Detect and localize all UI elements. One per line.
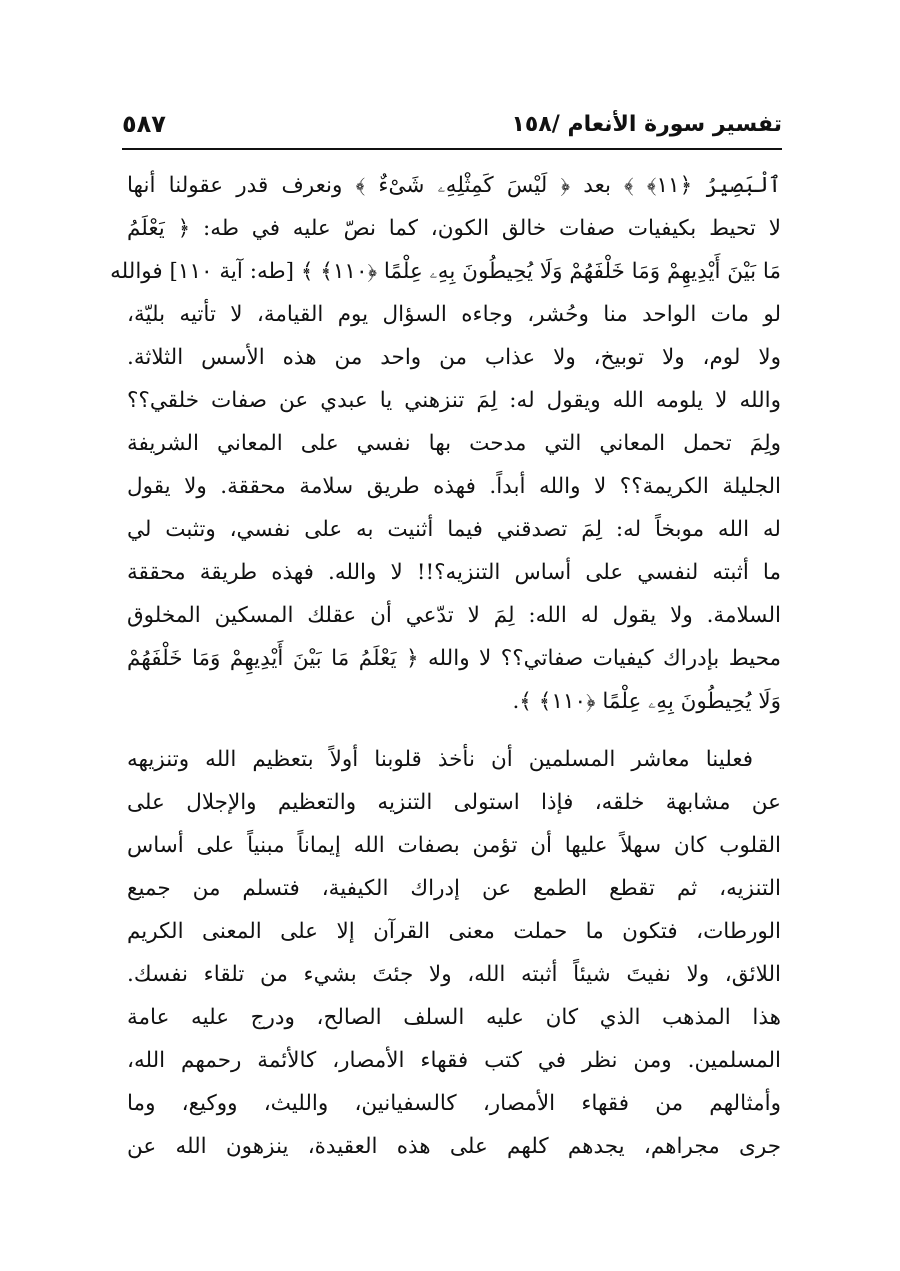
text-line: ولا لوم، ولا توبيخ، ولا عذاب من واحد من هذه الأسس الثلاثة.	[127, 345, 781, 370]
text-line: عن مشابهة خلقه، فإذا استولى التنزيه والتعظيم والإجلال على	[127, 790, 781, 815]
text-line: القلوب كان سهلاً عليها أن تؤمن بصفات الله إيماناً مبنياً على أساس	[127, 833, 781, 858]
running-title: تفسير سورة الأنعام /١٥٨	[511, 111, 782, 137]
text-line: مَا بَيْنَ أَيْدِيهِمْ وَمَا خَلْفَهُمْ وَلَا يُحِيطُونَ بِهِۦ عِلْمًا ﴿١١٠﴾ ﴾ [طه: آية ١١٠] فوالله	[110, 259, 781, 284]
text-line: الورطات، فتكون ما حملت معنى القرآن إلا على المعنى الكريم	[127, 919, 781, 944]
text-line: محيط بإدراك كيفيات صفاتي؟؟ لا والله ﴿ يَعْلَمُ مَا بَيْنَ أَيْدِيهِمْ وَمَا خَلْفَهُمْ	[127, 646, 781, 671]
text-line: ٱلْبَصِيرُ ﴿١١﴾ ﴾ بعد ﴿ لَيْسَ كَمِثْلِهِۦ شَىْءٌ ﴾ ونعرف قدر عقولنا أنها	[127, 173, 781, 198]
text-line: وَلَا يُحِيطُونَ بِهِۦ عِلْمًا ﴿١١٠﴾ ﴾.	[512, 689, 781, 714]
paragraph	[127, 738, 781, 1168]
text-line: والله لا يلومه الله ويقول له: لِمَ تنزهني يا عبدي عن صفات خلقي؟؟	[127, 388, 781, 413]
text-line: هذا المذهب الذي كان عليه السلف الصالح، ودرج عليه عامة	[127, 1005, 781, 1030]
text-line: الجليلة الكريمة؟؟ لا والله أبداً. فهذه طريق سلامة محققة. ولا يقول	[127, 474, 781, 499]
text-line: اللائق، ولا نفيتَ شيئاً أثبته الله، ولا جئتَ بشيء من تلقاء نفسك.	[127, 962, 781, 987]
text-line: جرى مجراهم، يجدهم كلهم على هذه العقيدة، ينزهون الله عن	[127, 1134, 781, 1159]
paragraph	[110, 164, 781, 723]
text-line: ولِمَ تحمل المعاني التي مدحت بها نفسي على المعاني الشريفة	[127, 431, 781, 456]
text-line: ما أثبته لنفسي على أساس التنزيه؟!! لا والله. فهذه طريقة محققة	[127, 560, 781, 585]
page-number: ٥٨٧	[122, 110, 166, 138]
text-line: لا تحيط بكيفيات صفات خالق الكون، كما نصّ عليه في طه: ﴿ يَعْلَمُ	[127, 216, 781, 241]
text-line: التنزيه، ثم تقطع الطمع عن إدراك الكيفية، فتسلم من جميع	[127, 876, 781, 901]
text-line: فعلينا معاشر المسلمين أن نأخذ قلوبنا أولاً بتعظيم الله وتنزيهه	[127, 747, 753, 772]
text-line: المسلمين. ومن نظر في كتب فقهاء الأمصار، كالأئمة رحمهم الله،	[127, 1048, 781, 1073]
text-line: لو مات الواحد منا وحُشر، وجاءه السؤال يوم القيامة، لا تأتيه بليّة،	[127, 302, 781, 327]
page-header	[122, 104, 782, 144]
text-line: وأمثالهم من فقهاء الأمصار، كالسفيانين، والليث، ووكيع، وما	[127, 1091, 781, 1116]
text-line: السلامة. ولا يقول له الله: لِمَ لا تدّعي أن عقلك المسكين المخلوق	[127, 603, 781, 628]
text-line: له الله موبخاً له: لِمَ تصدقني فيما أثنيت به على نفسي، وتثبت لي	[127, 517, 781, 542]
header-divider	[122, 148, 782, 150]
